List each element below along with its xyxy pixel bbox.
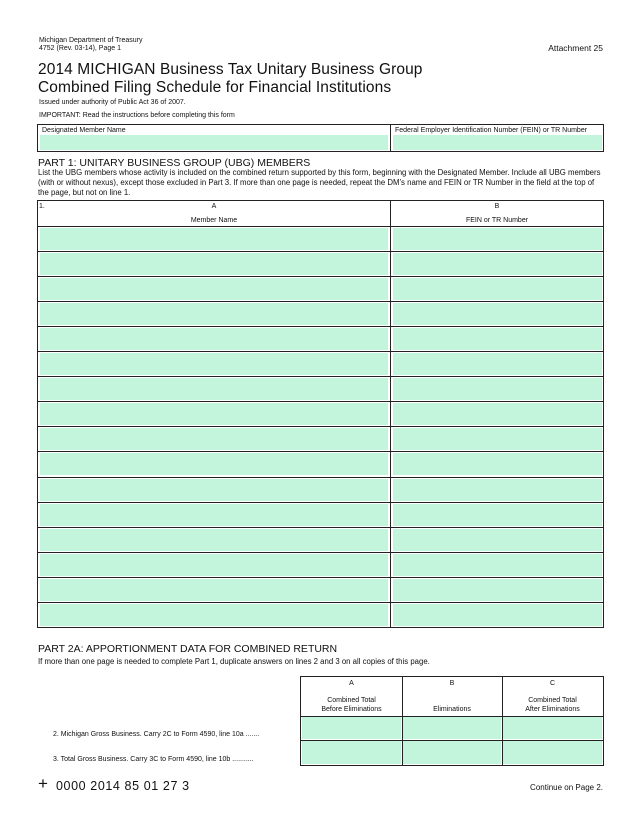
member-fein-field[interactable] (393, 253, 602, 275)
member-name-field[interactable] (40, 403, 388, 425)
member-fein-field[interactable] (393, 328, 602, 350)
row-rule (38, 326, 603, 327)
p2-col-b-label2: Eliminations (433, 706, 471, 713)
line3-col-b-field[interactable] (403, 741, 501, 764)
line3-col-c-field[interactable] (503, 741, 602, 764)
member-name-field[interactable] (40, 579, 388, 601)
agency-name: Michigan Department of Treasury (39, 37, 143, 44)
member-fein-field[interactable] (393, 579, 602, 601)
member-fein-field[interactable] (393, 453, 602, 475)
part2a-instructions: If more than one page is needed to complete Part 1, duplicate answers on lines 2 and 3 on all copies of this page. (38, 657, 430, 666)
row-rule (38, 502, 603, 503)
member-fein-field[interactable] (393, 554, 602, 576)
continue-note: Continue on Page 2. (530, 783, 603, 792)
row-rule (38, 451, 603, 452)
member-fein-field[interactable] (393, 428, 602, 450)
member-name-field[interactable] (40, 453, 388, 475)
member-name-field[interactable] (40, 278, 388, 300)
member-fein-field[interactable] (393, 228, 602, 250)
line-number-1: 1. (39, 203, 45, 210)
row-rule (38, 552, 603, 553)
row-rule (38, 376, 603, 377)
part2a-heading: PART 2A: APPORTIONMENT DATA FOR COMBINED RETURN (38, 643, 338, 655)
part1-table (37, 200, 604, 628)
member-fein-field[interactable] (393, 604, 602, 626)
row-rule (38, 301, 603, 302)
member-name-field[interactable] (40, 428, 388, 450)
row-rule (38, 477, 603, 478)
attachment-number: Attachment 25 (548, 43, 603, 53)
p2-col-b-letter: B (449, 680, 455, 687)
p2-col-c-label2: After Eliminations (525, 706, 580, 713)
p2-col-c-label1: Combined Total (528, 697, 577, 704)
row-rule (38, 226, 603, 227)
row-rule (38, 351, 603, 352)
col-b-label: FEIN or TR Number (465, 217, 529, 224)
p2-col-a-label2: Before Eliminations (321, 706, 382, 713)
authority-text: Issued under authority of Public Act 36 of 2007. (39, 99, 186, 106)
member-name-field[interactable] (40, 228, 388, 250)
member-fein-field[interactable] (393, 479, 602, 501)
row-rule (38, 527, 603, 528)
part1-heading: PART 1: UNITARY BUSINESS GROUP (UBG) MEMBERS (38, 157, 311, 169)
member-name-field[interactable] (40, 504, 388, 526)
col-a-label: Member Name (190, 217, 238, 224)
member-fein-field[interactable] (393, 353, 602, 375)
member-name-field[interactable] (40, 328, 388, 350)
col-a-letter: A (211, 203, 217, 210)
important-note: IMPORTANT: Read the instructions before completing this form (39, 112, 235, 119)
line2-col-c-field[interactable] (503, 717, 602, 739)
member-fein-field[interactable] (393, 303, 602, 325)
designated-member-box (37, 124, 604, 152)
row-rule (38, 577, 603, 578)
p2-col-a-label1: Combined Total (327, 697, 376, 704)
row-rule (38, 426, 603, 427)
member-name-field[interactable] (40, 554, 388, 576)
row-rule (38, 276, 603, 277)
line2-col-b-field[interactable] (403, 717, 501, 739)
plus-marker: + (38, 774, 48, 793)
member-name-field[interactable] (40, 353, 388, 375)
member-name-field[interactable] (40, 253, 388, 275)
form-title-line2: Combined Filing Schedule for Financial Institutions (38, 79, 392, 96)
dm-name-label: Designated Member Name (42, 127, 126, 134)
line3-col-a-field[interactable] (302, 741, 401, 764)
line3-label: 3. Total Gross Business. Carry 3C to Form 4590, line 10b ........... (53, 756, 254, 763)
p2-col-a-letter: A (349, 680, 354, 687)
part1-instructions: List the UBG members whose activity is included on the combined return supported by this form, beginning with the Designated Member. Include all UBG members (with or without nexus), except those excluded in Part 3. If more than one page is needed, repeat the DM’s name and FEIN or TR Number in the field at the top of the page, but not on line 1. (38, 168, 601, 197)
row-rule (38, 251, 603, 252)
member-name-field[interactable] (40, 378, 388, 400)
part1-column-divider (390, 201, 391, 627)
member-fein-field[interactable] (393, 278, 602, 300)
dm-fein-field[interactable] (393, 135, 602, 150)
part2a-table (300, 676, 604, 766)
form-revision: 4752 (Rev. 03-14), Page 1 (39, 45, 121, 52)
member-fein-field[interactable] (393, 403, 602, 425)
row-rule (38, 602, 603, 603)
member-fein-field[interactable] (393, 529, 602, 551)
member-fein-field[interactable] (393, 504, 602, 526)
row-rule (38, 401, 603, 402)
dm-name-field[interactable] (40, 135, 388, 150)
member-fein-field[interactable] (393, 378, 602, 400)
form-code: 0000 2014 85 01 27 3 (56, 779, 190, 793)
dm-divider (390, 125, 391, 151)
line2-label: 2. Michigan Gross Business. Carry 2C to Form 4590, line 10a ....... (53, 731, 260, 738)
member-name-field[interactable] (40, 303, 388, 325)
dm-fein-label: Federal Employer Identification Number (FEIN) or TR Number (395, 127, 588, 134)
p2-col-c-letter: C (549, 680, 556, 687)
member-name-field[interactable] (40, 479, 388, 501)
line2-col-a-field[interactable] (302, 717, 401, 739)
col-b-letter: B (494, 203, 500, 210)
member-name-field[interactable] (40, 529, 388, 551)
member-name-field[interactable] (40, 604, 388, 626)
form-title-line1: 2014 MICHIGAN Business Tax Unitary Business Group (38, 61, 423, 78)
